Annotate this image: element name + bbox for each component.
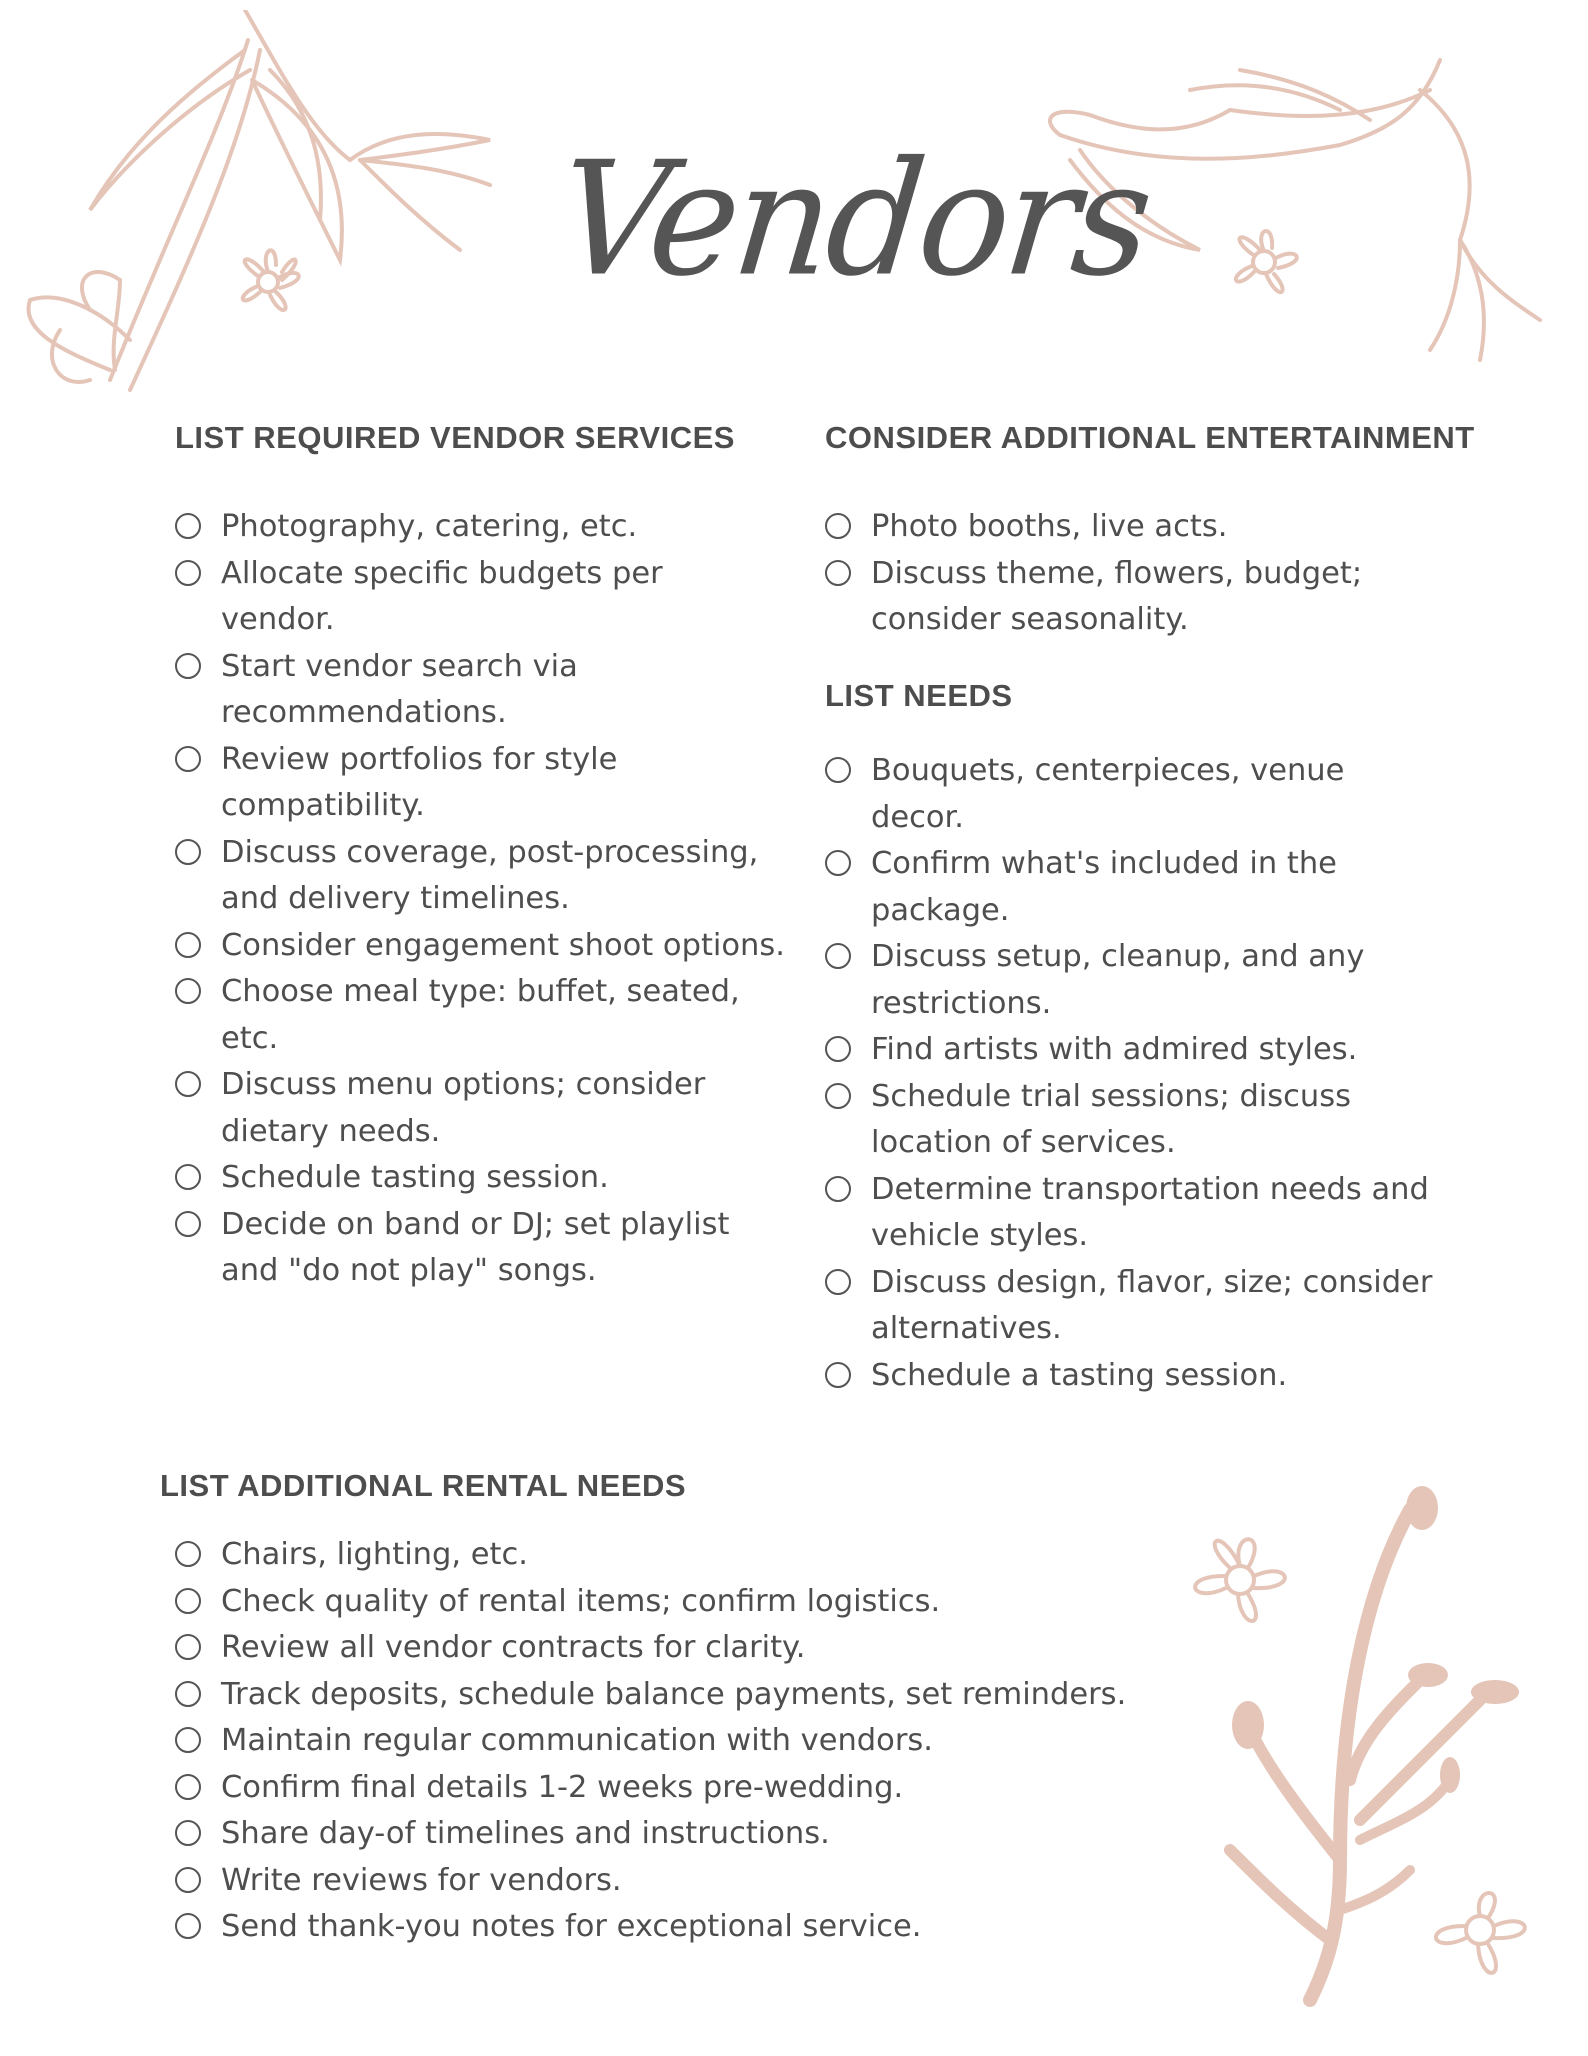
checkbox[interactable] [825,757,851,783]
list-item: Find artists with admired styles. [825,1027,1435,1074]
checkbox[interactable] [175,1071,201,1097]
list-item: Confirm what's included in the package. [825,841,1435,934]
list-item: Photography, catering, etc. [175,504,785,551]
checkbox[interactable] [825,1362,851,1388]
checkbox[interactable] [175,1541,201,1567]
checkbox[interactable] [825,850,851,876]
checkbox[interactable] [825,1176,851,1202]
section-heading: LIST REQUIRED VENDOR SERVICES [175,420,735,455]
section-rental-needs [160,1468,1160,1951]
checkbox[interactable] [175,513,201,539]
list-item: Start vendor search via recommendations. [175,644,785,737]
checkbox[interactable] [175,1913,201,1939]
list-item: Send thank-you notes for exceptional service. [175,1904,1160,1951]
checkbox[interactable] [825,1083,851,1109]
list-item: Choose meal type: buffet, seated, etc. [175,969,785,1062]
section-needs [825,678,1435,1399]
list-item: Track deposits, schedule balance payments, set reminders. [175,1672,1160,1719]
checkbox[interactable] [175,1211,201,1237]
checklist [175,1532,1160,1951]
checkbox[interactable] [175,1681,201,1707]
section-heading: CONSIDER ADDITIONAL ENTERTAINMENT [825,420,1475,455]
list-item: Review all vendor contracts for clarity. [175,1625,1160,1672]
checkbox[interactable] [175,932,201,958]
list-item: Discuss setup, cleanup, and any restrictions. [825,934,1435,1027]
section-entertainment [825,420,1565,644]
list-item: Check quality of rental items; confirm logistics. [175,1579,1160,1626]
checkbox[interactable] [175,1727,201,1753]
checkbox[interactable] [175,1588,201,1614]
list-item: Bouquets, centerpieces, venue decor. [825,748,1435,841]
list-item: Discuss menu options; consider dietary needs. [175,1062,785,1155]
list-item: Chairs, lighting, etc. [175,1532,1160,1579]
list-item: Discuss theme, flowers, budget; consider seasonality. [825,551,1435,644]
checkbox[interactable] [175,1164,201,1190]
section-heading: LIST NEEDS [825,678,1013,713]
checkbox[interactable] [175,1774,201,1800]
checklist [175,504,785,1295]
list-item: Decide on band or DJ; set playlist and "do not play" songs. [175,1202,785,1295]
list-item: Maintain regular communication with vendors. [175,1718,1160,1765]
checklist [825,504,1435,644]
section-heading: LIST ADDITIONAL RENTAL NEEDS [160,1468,687,1503]
checkbox[interactable] [825,1036,851,1062]
list-item: Schedule trial sessions; discuss location of services. [825,1074,1435,1167]
checkbox[interactable] [175,1820,201,1846]
checkbox[interactable] [175,746,201,772]
checkbox[interactable] [825,943,851,969]
list-item: Photo booths, live acts. [825,504,1435,551]
list-item: Share day-of timelines and instructions. [175,1811,1160,1858]
list-item: Schedule a tasting session. [825,1353,1435,1400]
list-item: Confirm final details 1-2 weeks pre-wedding. [175,1765,1160,1812]
list-item: Schedule tasting session. [175,1155,785,1202]
floral-bottom-right-icon [1160,1480,1560,2010]
checkbox[interactable] [175,839,201,865]
page-title: Vendors [550,128,1157,312]
section-required-services [175,420,785,1295]
checkbox[interactable] [825,1269,851,1295]
checkbox[interactable] [175,560,201,586]
list-item: Discuss coverage, post-processing, and delivery timelines. [175,830,785,923]
checkbox[interactable] [825,513,851,539]
checkbox[interactable] [175,653,201,679]
checkbox[interactable] [175,978,201,1004]
page-title-block [550,100,1157,340]
floral-top-left-icon [20,10,500,400]
list-item: Write reviews for vendors. [175,1858,1160,1905]
checklist [825,748,1435,1399]
list-item: Determine transportation needs and vehicle styles. [825,1167,1435,1260]
list-item: Discuss design, flavor, size; consider alternatives. [825,1260,1435,1353]
list-item: Allocate specific budgets per vendor. [175,551,785,644]
list-item: Review portfolios for style compatibility. [175,737,785,830]
list-item: Consider engagement shoot options. [175,923,785,970]
checkbox[interactable] [825,560,851,586]
checkbox[interactable] [175,1634,201,1660]
checkbox[interactable] [175,1867,201,1893]
